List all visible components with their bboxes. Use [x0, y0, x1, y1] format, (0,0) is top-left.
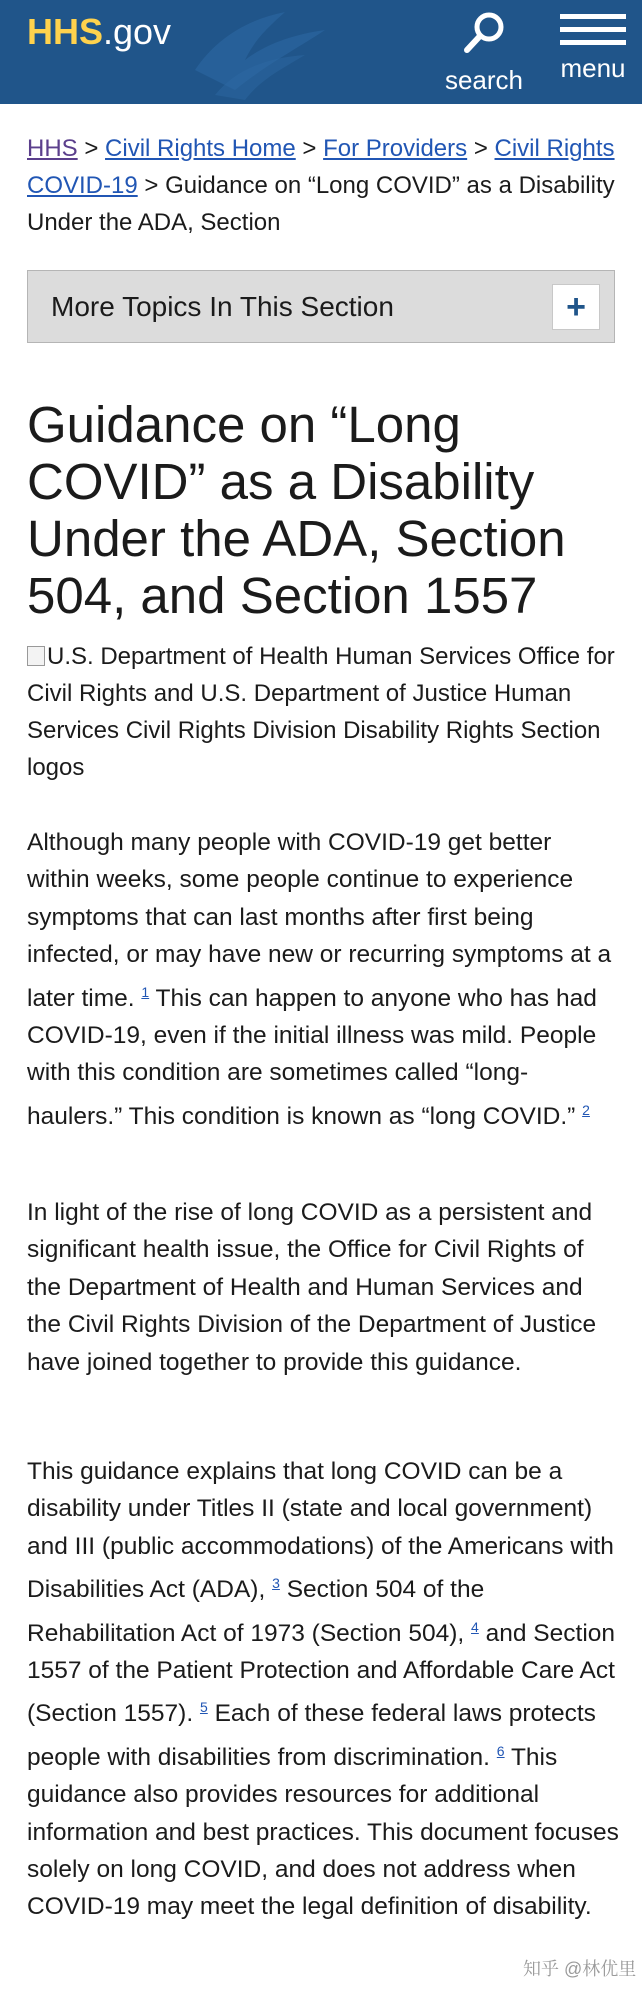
footnote-link-1[interactable]: 1 — [141, 983, 150, 1000]
expand-plus-icon[interactable]: + — [552, 284, 600, 330]
menu-label: menu — [560, 53, 626, 83]
search-icon — [461, 10, 507, 56]
footnote-link-6[interactable]: 6 — [496, 1742, 505, 1759]
more-topics-label: More Topics In This Section — [51, 291, 394, 322]
breadcrumb-link-civil-rights-covid[interactable]: Civil Rights COVID-19 — [27, 135, 615, 199]
footnote-link-3[interactable]: 3 — [272, 1575, 280, 1592]
guidance-paragraph: This guidance explains that long COVID can be a disability under Titles II (state and local government) and III (public accommodations) of the Americans with Disabilities Act (ADA), $^3$ Section 504 of the Rehabilitation Act of 1973 (Section 504), $^4$ and Section 1557 of the Patient Protection and Affordable Care Act (Section 1557). $^5$ Each of these federal laws protects people with disabilities from discrimination. $^6$ This guidance also provides resources for additional information and best practices. This document focuses solely on long COVID, and does not address when COVID-19 may meet the legal definition of disability. — [27, 1458, 619, 1921]
logos-image-broken — [27, 638, 617, 786]
menu-button[interactable] — [553, 10, 633, 90]
intro-paragraph: Although many people with COVID-19 get better within weeks, some people continue to experience symptoms that can last months after first being infected, or may have new or recurring symptoms at a later time. $^1$ This can happen to anyone who has had COVID-19, even if the initial illness was mild. People with this condition are sometimes called “long-haulers.” This condition is known as “long COVID.” $^2$ — [27, 829, 612, 1130]
page-title: Guidance on “Long COVID” as a Disability Under the ADA, Section 504, and Section 1557 — [27, 396, 566, 624]
breadcrumb-link-for-providers[interactable]: For Providers — [323, 135, 468, 162]
watermark: 知乎 @林优里 — [523, 1959, 637, 1979]
breadcrumb-link-hhs[interactable]: HHS — [27, 135, 78, 162]
hhs-logo[interactable]: HHS.gov — [27, 11, 172, 52]
search-button[interactable] — [440, 10, 528, 95]
breadcrumb-current: Guidance on “Long COVID” as a Disability Under the ADA, Section — [27, 172, 615, 236]
footnote-link-4[interactable]: 4 — [471, 1618, 479, 1635]
site-header — [0, 0, 642, 104]
eagle-emblem-icon — [175, 0, 345, 104]
context-paragraph: In light of the rise of long COVID as a persistent and significant health issue, the Office for Civil Rights of the Department of Health and Human Services and the Civil Rights Division of the Department of Justice have joined together to provide this guidance. — [27, 1199, 597, 1376]
broken-image-icon — [27, 646, 45, 666]
breadcrumb-link-civil-rights-home[interactable]: Civil Rights Home — [105, 135, 296, 162]
breadcrumb: HHS > Civil Rights Home > For Providers > Civil Rights COVID-19 > Guidance on “Long COVID” as a Disability Under the ADA, Section — [27, 135, 615, 236]
more-topics-accordion[interactable] — [27, 270, 615, 343]
footnote-link-2[interactable]: 2 — [582, 1101, 590, 1118]
footnote-link-5[interactable]: 5 — [199, 1699, 208, 1716]
image-alt-text: U.S. Department of Health Human Services Office for Civil Rights and U.S. Department of Justice Human Services Civil Rights Division Disability Rights Section logos — [27, 643, 615, 781]
search-label: search — [444, 65, 524, 95]
